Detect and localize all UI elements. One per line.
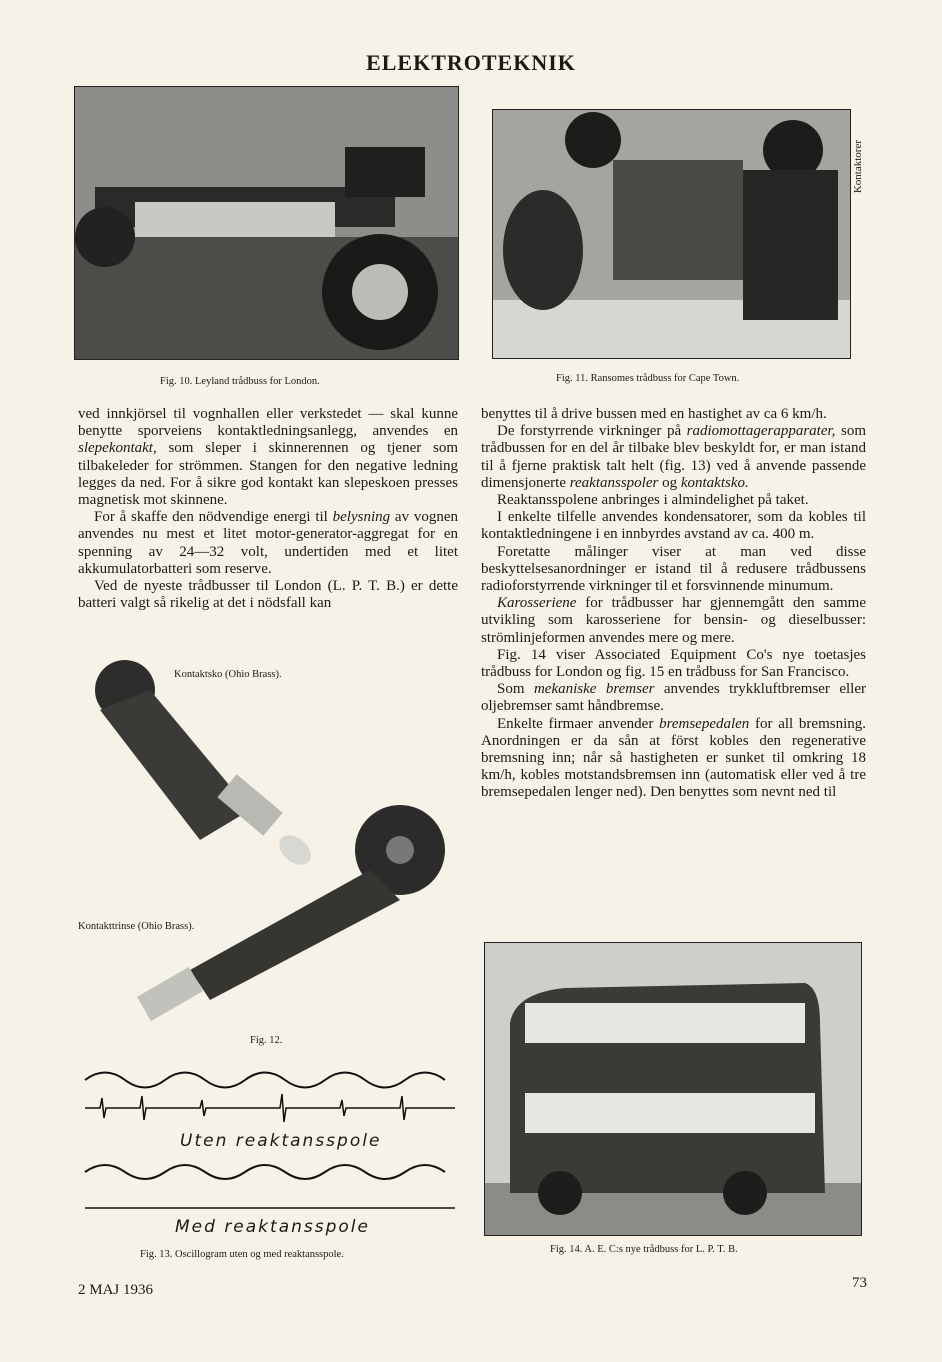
fig12-kontaktsko-label: Kontaktsko (Ohio Brass). — [174, 669, 282, 680]
fig12-caption: Fig. 12. — [250, 1035, 283, 1046]
right-paragraph-7: Fig. 14 viser Associated Equipment Co's nye toetasjes trådbuss for London og fig. 15 en trådbuss for San Francisco. — [481, 646, 866, 681]
left-column — [78, 406, 458, 612]
fig10-caption: Fig. 10. Leyland trådbuss for London. — [160, 376, 320, 387]
page-title: ELEKTROTEKNIK — [366, 50, 576, 75]
oscillogram-trace-2 — [85, 1094, 455, 1122]
right-paragraph-6: Karosseriene for trådbusser har gjennemgått den samme utvikling som karosseriene for bensin- og dieselbusser: strömlinjeformen anvendes mere og mere. — [481, 595, 866, 646]
left-paragraph-2: For å skaffe den nödvendige energi til belysning av vognen anvendes nu mest et litet motor-generator-aggregat for en spenning av 24—32 volt, undertiden med et litet akkumulatorbatteri som reserve. — [78, 509, 459, 577]
right-paragraph-2: De forstyrrende virkninger på radiomottagerapparater, som trådbussen for en del år tilbake blev beskyldt for, er man istand til å fjerne praktisk talt helt (fig. 13) ved å anvende passende dimensjonerte reaktansspoler og kontaktsko. — [481, 423, 867, 491]
double-decker-bus-illustration — [485, 943, 861, 1235]
fig13-caption: Fig. 13. Oscillogram uten og med reaktansspole. — [140, 1249, 344, 1260]
oscillogram-trace-1 — [85, 1073, 445, 1088]
right-paragraph-8: Som mekaniske bremser anvendes trykkluftbremser eller oljebremser samt håndbremse. — [481, 681, 867, 715]
chassis-topview-illustration — [493, 110, 850, 358]
fig13-uten-label: Uten reaktansspole — [180, 1131, 382, 1151]
chassis-illustration — [75, 87, 458, 359]
right-paragraph-3: Reaktansspolene anbringes i almindelighet på taket. — [497, 492, 809, 509]
fig11-photo — [492, 109, 851, 359]
fig14-photo — [484, 942, 862, 1236]
right-paragraph-1: benyttes til å drive bussen med en hastighet av ca 6 km/h. — [481, 406, 827, 422]
left-paragraph-3: Ved de nyeste trådbusser til London (L. P. T. B.) er dette batteri valgt så rikelig at det i nödsfall kan — [78, 578, 458, 612]
footer-date: 2 MAJ 1936 — [78, 1282, 154, 1298]
fig12-illustration — [70, 650, 450, 1040]
right-paragraph-4: I enkelte tilfelle anvendes kondensatorer, som da kobles til kontaktledningene i en innbyrdes avstand av ca. 400 m. — [481, 509, 866, 543]
right-paragraph-9: Enkelte firmaer anvender bremsepedalen for all bremsning. Anordningen er da sån at först kobles den regenerative bremsning inn; når så hastigheten er sunket til omkring 18 km/h, kobles motstandsbremsen inn (automatisk eller ved å tre bremsepedalen lenger ned). Den benyttes som nevnt ned til — [481, 715, 867, 801]
fig12-kontakttrinse-label: Kontakttrinse (Ohio Brass). — [78, 921, 195, 932]
fig11-kontaktorer-label: Kontaktorer — [852, 140, 864, 194]
right-paragraph-5: Foretatte målinger viser at man ved disse beskyttelsesanordninger er istand til å redusere trådbussens radioforstyrrende virkninger til et forsvinnende minumum. — [481, 543, 866, 595]
kontaktsko-icon — [95, 660, 317, 871]
left-paragraph-1: ved innkjörsel til vognhallen eller verkstedet — skal kunne benytte sporveiens kontaktledningsanlegg, anvendes en slepekontakt, som sleper i skinnerennen og tjener som tilbakeleder for strömmen. Stangen for den negative ledning legges da ned. For å sikre god kontakt kan slepeskoen presses magnetisk mot skinnene. — [78, 406, 458, 509]
fig10-photo — [74, 86, 459, 360]
fig11-caption: Fig. 11. Ransomes trådbuss for Cape Town. — [556, 373, 740, 384]
fig13-med-label: Med reaktansspole — [175, 1217, 370, 1237]
oscillogram-trace-3 — [85, 1165, 445, 1179]
right-column — [481, 406, 866, 802]
page-number: 73 — [852, 1275, 867, 1291]
fig14-caption: Fig. 14. A. E. C:s nye trådbuss for L. P. T. B. — [550, 1244, 738, 1255]
